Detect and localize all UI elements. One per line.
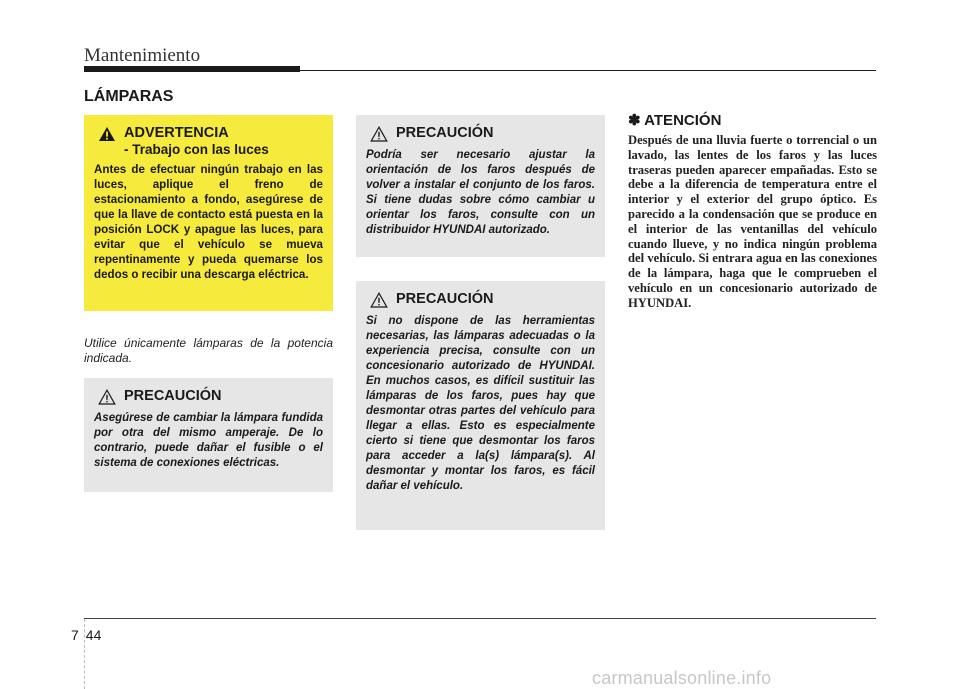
warning-body: Antes de efectuar ningún trabajo en las luces, aplique el freno de estacionamiento a fondo, asegúrese de que la llave de contacto está puesta en la posición LOCK y apague las luces, para evitar que el vehículo se mueva repentinamente y pueda quemarse los dedos o recibir una descarga eléctrica. xyxy=(94,163,323,281)
section-title: LÁMPARAS xyxy=(84,88,174,105)
attention-title: ✽ ATENCIÓN xyxy=(628,112,722,129)
caution-body: Si no dispone de las herramientas necesarias, las lámparas adecuadas o la experiencia precisa, consulte con un concesionario autorizado de HYUNDAI. En muchos casos, es difícil sustituir las lámparas de los faros, pues hay que desmontar otras partes del vehículo para llegar a ellas. Esto es especialmente cierto si tiene que desmontar los faros para acceder a la(s) lámpara(s). Al desmontar y montar los faros, es fácil dañar el vehículo. xyxy=(366,315,595,492)
lamp-note: Utilice únicamente lámparas de la potencia indicada. xyxy=(84,336,333,365)
caution-body: Asegúrese de cambiar la lámpara fundida por otra del mismo amperaje. De lo contrario, puede dañar el fusible o el sistema de conexiones eléctricas. xyxy=(94,412,323,469)
page-number-value: 44 xyxy=(85,627,102,643)
caution-body: Podría ser necesario ajustar la orientación de los faros después de volver a instalar el conjunto de los faros. Si tiene dudas sobre cómo cambiar u orientar los faros, consulte con un distribuidor HYUNDAI autorizado. xyxy=(366,149,595,236)
caution-title: PRECAUCIÓN xyxy=(396,291,494,307)
caution-box-3 xyxy=(356,281,605,530)
attention-body: Después de una lluvia fuerte o torrencial o un lavado, las lentes de los faros y las luces traseras pueden aparecer empañadas. Esto se debe a la diferencia de temperatura entre el interior y el exterior del grupo óptico. Es parecido a la condensación que se produce en el interior de las ventanillas del vehículo cuando llueve, y no indica ningún problema del vehículo. Si entrara agua en las conexiones de la lámpara, haga que le comprueben el vehículo en un concesionario autorizado de HYUNDAI. xyxy=(628,133,877,310)
warning-title: ADVERTENCIA xyxy=(124,125,229,141)
header-title: Mantenimiento xyxy=(84,45,201,66)
header-bar xyxy=(84,66,300,72)
warning-icon xyxy=(98,126,116,142)
caution-icon xyxy=(370,292,388,308)
chapter-number: 7 xyxy=(71,627,79,643)
caution-title: PRECAUCIÓN xyxy=(396,125,494,141)
caution-box-1 xyxy=(84,378,333,492)
warning-subtitle: - Trabajo con las luces xyxy=(124,142,269,157)
footer-rule xyxy=(84,618,876,619)
watermark: carmanualsonline.info xyxy=(592,668,772,688)
caution-title: PRECAUCIÓN xyxy=(124,388,222,404)
caution-box-2 xyxy=(356,115,605,257)
caution-icon xyxy=(98,389,116,405)
page-number xyxy=(71,627,108,643)
warning-box xyxy=(84,115,333,311)
header-rule xyxy=(300,70,876,71)
caution-icon xyxy=(370,126,388,142)
